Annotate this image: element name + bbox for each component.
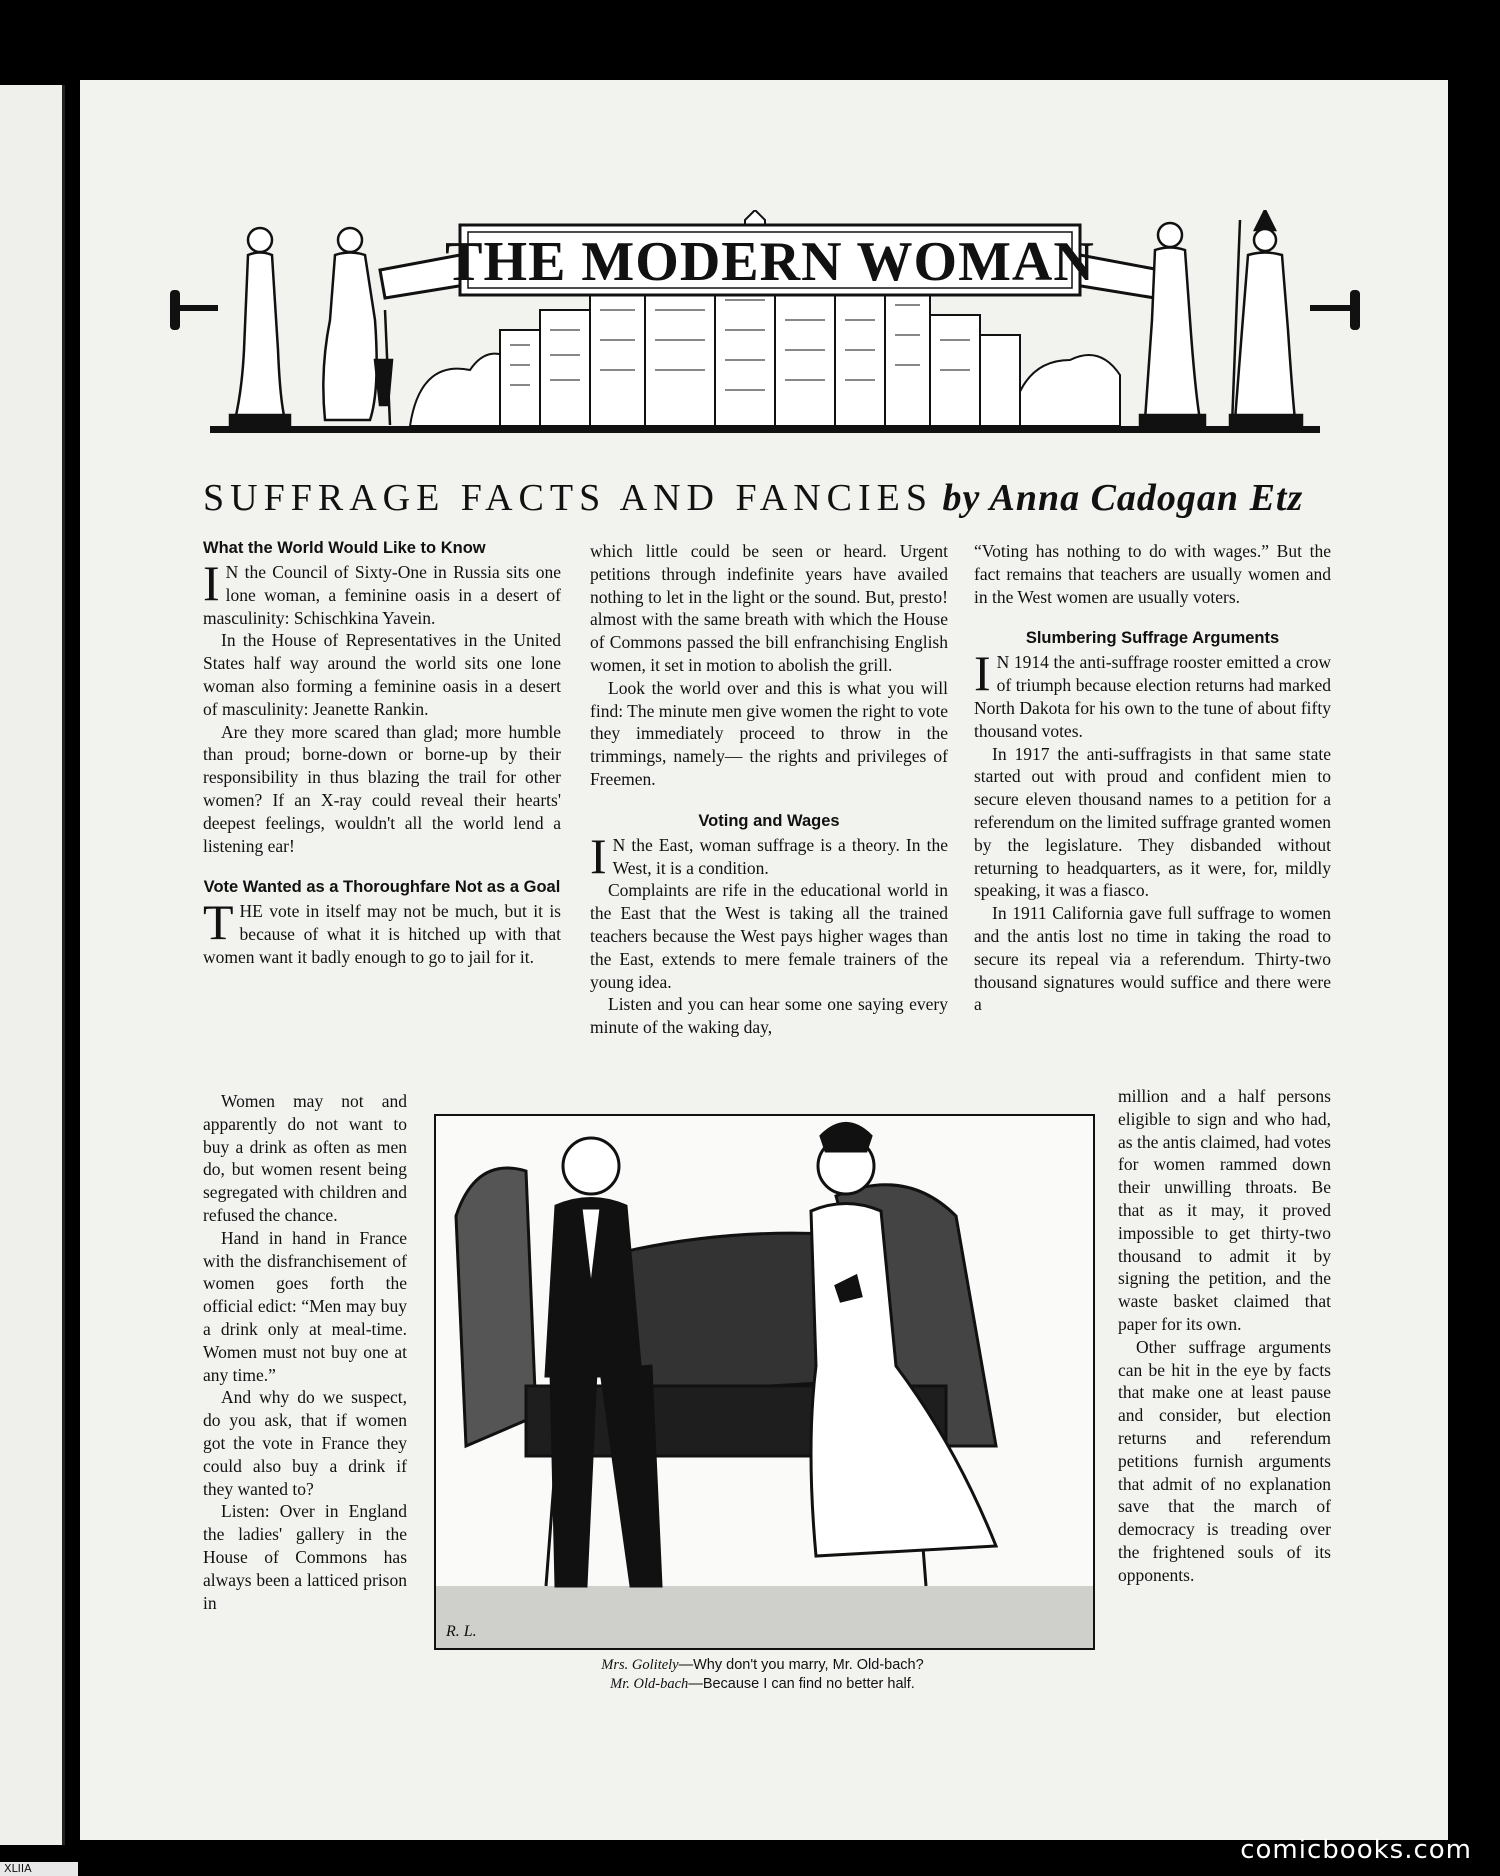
paragraph-text: HE vote in itself may not be much, but it is because of what it is hitched up with that women want it badly enough to go to jail for it. (203, 901, 561, 967)
site-watermark: comicbooks.com (1240, 1835, 1472, 1865)
lamp-bracket-left (170, 290, 218, 330)
article-title (203, 476, 1343, 520)
drop-cap: T (203, 894, 234, 951)
drop-cap: I (203, 555, 220, 611)
paragraph-text: N 1914 the anti-suffrage rooster emitted a crow of triumph because election returns had marked North Dakota for his own to the tune of about fifty thousand votes. (974, 652, 1331, 741)
lamp-bracket-right (1310, 290, 1360, 330)
paragraph: “Voting has nothing to do with wages.” But the fact remains that teachers are usually women and in the West women are usually voters. (974, 541, 1331, 607)
paragraph (203, 894, 561, 968)
statue-figure-right-1 (1140, 223, 1205, 426)
paragraph: Hand in hand in France with the disfranchisement of women goes forth the official edict: “Men may buy a drink only at meal-time. Women must not buy one at any time.” (203, 1227, 407, 1385)
paragraph-text: N the Council of Sixty-One in Russia sits one lone woman, a feminine oasis in a desert of masculinity: Schischkina Yavein. (203, 562, 561, 628)
paragraph: Complaints are rife in the educational world in the East that the West is taking all the trained teachers because the West pays higher wages than the East, extends to mere female trainers of the young idea. (590, 880, 948, 992)
section-heading: Vote Wanted as a Thoroughfare Not as a Goal (203, 878, 561, 897)
paragraph: And why do we suspect, do you ask, that if women got the vote in France they could also buy a drink if they wanted to? (203, 1387, 407, 1499)
paragraph: million and a half persons eligible to sign and who had, as the antis claimed, had votes for women rammed down their unwilling throats. Be that as it may, it proved impossible to get thirty-two thousand to admit it by signing the petition, and the waste basket claimed that paper for its own. (1118, 1086, 1331, 1334)
paragraph: Listen and you can hear some one saying every minute of the waking day, (590, 994, 948, 1038)
paragraph: which little could be seen or heard. Urgent petitions through indefinite years have availed nothing to let in the light or the sound. But, presto! almost with the same breath with which the House of Commons passed the bill enfranchising English women, it set in motion to abolish the grill. (590, 541, 948, 675)
paragraph (203, 555, 561, 629)
column-3-narrow (1118, 1085, 1331, 1587)
artist-signature: R. L. (446, 1623, 477, 1640)
statue-figure-left-1 (230, 228, 290, 426)
caption-speaker: Mrs. Golitely (601, 1657, 679, 1673)
paragraph: In 1917 the anti-suffragists in that same state started out with proud and confident mien to secure eleven thousand names to a petition for a referendum on the limited suffrage granted women by the legislature. They disbanded without returning to headquarters, as it were, for, mildly speaking, it was a fiasco. (974, 743, 1331, 901)
banner-title: THE MODERN WOMAN (445, 231, 1095, 293)
margin-page-mark: XLIIA (0, 1862, 78, 1876)
column-2 (590, 540, 948, 1039)
section-heading: Slumbering Suffrage Arguments (1025, 629, 1280, 648)
paragraph: Are they more scared than glad; more humble than proud; borne-down or borne-up by their responsibility in thus blazing the trail for other women? If an X-ray could reveal their hearts' deepest feelings, wouldn't all the world lend a listening ear! (203, 721, 561, 856)
caption-text: —Because I can find no better half. (688, 1676, 915, 1692)
paragraph-text: N the East, woman suffrage is a theory. In the West, it is a condition. (612, 834, 948, 878)
statue-figure-left-2 (323, 228, 392, 425)
section-heading: What the World Would Like to Know (203, 539, 486, 557)
paragraph: Other suffrage arguments can be hit in the eye by facts that make one at least pause and consider, but election returns and referendum petitions furnish arguments that admit of no explanation save that the march of democracy is treading over the frightened souls of its opponents. (1118, 1336, 1331, 1585)
paragraph (974, 645, 1331, 742)
sofa-scene-drawing (436, 1116, 1093, 1648)
illustration-caption (434, 1656, 1091, 1694)
article-title-text: SUFFRAGE FACTS AND FANCIES (203, 477, 934, 519)
header-illustration (170, 210, 1370, 450)
column-3 (974, 540, 1331, 1016)
section-heading: Voting and Wages (698, 811, 840, 830)
column-1 (203, 538, 561, 969)
spacer (974, 608, 1331, 628)
caption-text: —Why don't you marry, Mr. Old-bach? (678, 1657, 924, 1673)
paragraph: In 1911 California gave full suffrage to women and the antis lost no time in taking the road to secure its repeal via a referendum. Thirty-two thousand signatures would suffice and there were a (974, 903, 1331, 1015)
paragraph (590, 827, 948, 884)
column-1-narrow (203, 1090, 407, 1614)
drop-cap: I (590, 827, 607, 884)
caption-speaker: Mr. Old-bach (610, 1676, 689, 1692)
paragraph: In the House of Representatives in the United States half way around the world sits one lone woman also forming a feminine oasis in a desert of masculinity: Jeanette Rankin. (203, 630, 561, 719)
cartoon-illustration (434, 1114, 1095, 1650)
caption-line (434, 1656, 1091, 1675)
article-byline: by Anna Cadogan Etz (942, 477, 1304, 519)
statue-figure-right-2 (1230, 210, 1302, 426)
drop-cap: I (974, 645, 991, 702)
caption-line (434, 1675, 1091, 1694)
spacer (590, 791, 948, 811)
paragraph: Listen: Over in England the ladies' gallery in the House of Commons has always been a latticed prison in (203, 1501, 407, 1613)
paragraph: Look the world over and this is what you will find: The minute men give women the right to vote they immediately proceed to throw in the trimmings, namely— the rights and privileges of Freemen. (590, 677, 948, 789)
paragraph: Women may not and apparently do not want to buy a drink as often as men do, but women resent being segregated with children and refused the chance. (203, 1091, 407, 1225)
facing-page-edge (0, 85, 65, 1845)
spacer (203, 857, 561, 877)
